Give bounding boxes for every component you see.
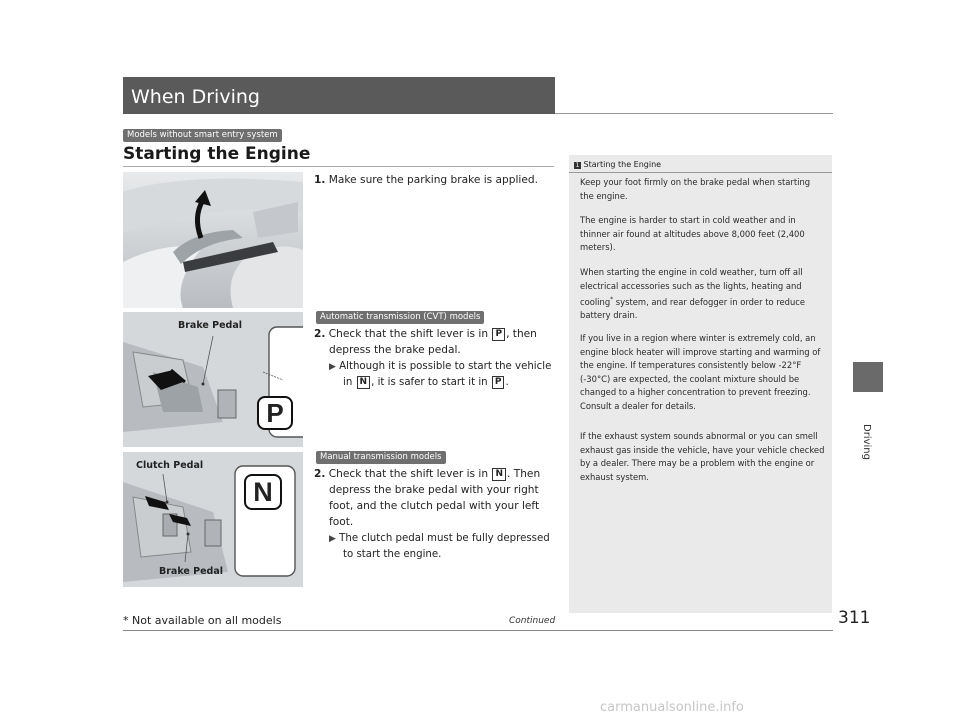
step-2-manual xyxy=(314,466,554,562)
step-2-manual-line2: depress the brake pedal with your right xyxy=(329,484,539,496)
step-1 xyxy=(314,172,554,188)
key-n: N xyxy=(492,468,506,481)
sidebar-heading: 1 Starting the Engine xyxy=(575,160,662,169)
step-2-auto-sub-line2: in N , it is safer to start it in P . xyxy=(343,377,509,388)
neutral-position-symbol: N xyxy=(244,474,282,510)
step-2-auto-pre: Check that the shift lever is in xyxy=(328,328,489,340)
tag-manual: Manual transmission models xyxy=(316,451,446,464)
parking-brake-illustration xyxy=(123,172,303,308)
step-2-manual-pre: Check that the shift lever is in xyxy=(328,468,489,480)
clutch-pedal-label: Clutch Pedal xyxy=(136,460,204,471)
chapter-title-band xyxy=(123,77,555,114)
sidebar-para-2: The engine is harder to start in cold weather and in thinner air found at altitudes above 8,000 feet (2,400 meters). xyxy=(580,215,805,252)
brake-pedal-label: Brake Pedal xyxy=(178,320,243,331)
tag-automatic: Automatic transmission (CVT) models xyxy=(316,311,484,324)
step-1-number: 1. xyxy=(314,174,326,186)
step-2-auto-note xyxy=(314,359,554,375)
section-rule xyxy=(123,166,554,167)
watermark: carmanualsonline.info xyxy=(600,700,744,715)
automatic-pedal-photo xyxy=(123,312,303,447)
brake-pedal-label-manual: Brake Pedal xyxy=(159,566,224,577)
step-2-manual-note xyxy=(314,531,554,547)
arrow-icon: ▶ xyxy=(329,362,336,372)
park-position-symbol: P xyxy=(257,396,293,430)
step-2-auto-number: 2. xyxy=(314,328,326,340)
chapter-title: When Driving xyxy=(131,86,260,108)
key-p: P xyxy=(492,328,505,341)
step-2-manual-line3: foot, and the clutch pedal with your left xyxy=(329,500,540,512)
footnote: * Not available on all models xyxy=(123,614,282,627)
note-marker-icon: 1 xyxy=(575,162,580,169)
footer-rule xyxy=(123,630,833,631)
title-rule xyxy=(555,113,833,114)
sidebar-para-1: Keep your foot firmly on the brake pedal when starting the engine. xyxy=(580,177,811,201)
key-p: P xyxy=(492,376,505,389)
chapter-side-tab xyxy=(853,362,883,392)
tag-no-smart-entry: Models without smart entry system xyxy=(123,129,282,142)
step-2-auto-line2: depress the brake pedal. xyxy=(329,344,461,356)
sidebar-note xyxy=(569,155,832,613)
step-2-manual-sub-line2: to start the engine. xyxy=(343,549,442,560)
step-2-auto-post: , then xyxy=(506,328,537,340)
step-1-text: Make sure the parking brake is applied. xyxy=(328,174,538,186)
step-2-manual-line4: foot. xyxy=(329,516,354,528)
step-2-manual-sub-line1: The clutch pedal must be fully depressed xyxy=(339,533,550,544)
sidebar-para-4: If you live in a region where winter is extremely cold, an engine block heater will improve starting and warming of the engine. If temperatures consistently below -22°F (-30°C) are expected, the coolant mixture should be changed to a higher concentration to prevent freezing. Consult a dealer for details. xyxy=(580,333,821,411)
key-n: N xyxy=(357,376,371,389)
manual-pedal-photo xyxy=(123,452,303,587)
parking-brake-photo xyxy=(123,172,303,308)
sidebar-para-3: When starting the engine in cold weather, turn off all electrical accessories such as the lights, heating and cooling* system, and rear defogger in order to reduce battery drain. xyxy=(580,267,806,321)
step-2-automatic xyxy=(314,326,554,390)
arrow-icon: ▶ xyxy=(329,534,336,544)
section-title: Starting the Engine xyxy=(123,144,311,164)
step-2-manual-number: 2. xyxy=(314,468,326,480)
step-2-manual-post: . Then xyxy=(507,468,541,480)
sidebar-rule xyxy=(569,172,832,173)
sidebar-para-5: If the exhaust system sounds abnormal or you can smell exhaust gas inside the vehicle, have your vehicle checked by a dealer. There may be a problem with the engine or exhaust system. xyxy=(580,431,825,482)
step-2-auto-sub-line1: Although it is possible to start the vehicle xyxy=(339,361,552,372)
chapter-side-label: Driving xyxy=(861,424,872,460)
continued-label: Continued xyxy=(509,616,556,626)
page-number: 311 xyxy=(838,608,871,628)
